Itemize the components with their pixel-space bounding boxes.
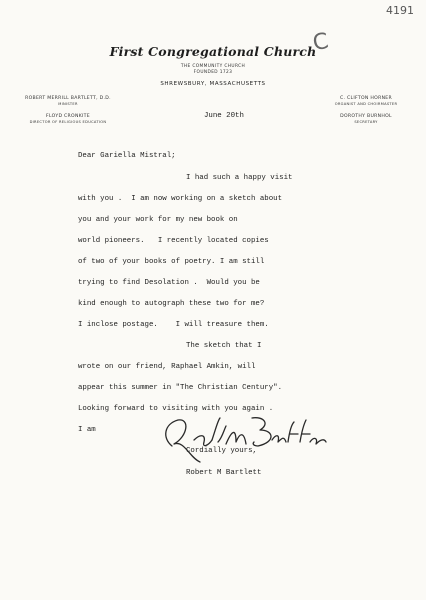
staff-role: SECRETARY xyxy=(354,120,378,124)
staff-name: FLOYD CRONKITE xyxy=(46,114,90,119)
closing: Cordially yours, xyxy=(186,447,257,455)
letter-line: trying to find Desolation . Would you be xyxy=(78,279,260,287)
letter-line: I had such a happy visit xyxy=(186,174,293,182)
staff-name: C. CLIFTON HORNER xyxy=(339,96,393,101)
letter-line: kind enough to autograph these two for me? xyxy=(78,300,265,308)
founded-line: FOUNDED 1723 xyxy=(193,70,233,75)
church-name: First Congregational Church xyxy=(109,44,317,59)
letter-line: you and your work for my new book on xyxy=(78,216,238,224)
letter-date: June 20th xyxy=(204,112,244,120)
pencil-mark: C xyxy=(310,28,331,57)
church-town: SHREWSBURY, MASSACHUSETTS xyxy=(160,81,266,87)
letter-line: world pioneers. I recently located copies xyxy=(78,237,269,245)
letter-line: of two of your books of poetry. I am still xyxy=(78,258,265,266)
staff-role: MINISTER xyxy=(58,102,78,106)
letter-line: The sketch that I xyxy=(186,342,262,350)
letter-line: I am xyxy=(78,426,96,434)
staff-role: DIRECTOR OF RELIGIOUS EDUCATION xyxy=(29,120,107,124)
letter-line: Looking forward to visiting with you again . xyxy=(78,405,274,413)
church-subtitle: THE COMMUNITY CHURCH xyxy=(180,64,246,69)
typed-signature: Robert M Bartlett xyxy=(186,469,262,477)
letter-line: with you . I am now working on a sketch about xyxy=(78,195,283,203)
letter-line: appear this summer in "The Christian Century". xyxy=(78,384,283,392)
right-staff-list xyxy=(320,96,412,124)
salutation: Dear Gariella Mistral; xyxy=(78,152,176,160)
letter-line: wrote on our friend, Raphael Amkin, will xyxy=(78,363,256,371)
staff-name: DOROTHY BURNHOL xyxy=(340,114,392,119)
left-staff-list xyxy=(22,96,114,124)
handwritten-signature xyxy=(160,388,330,470)
archive-number: 4191 xyxy=(386,4,414,17)
staff-role: ORGANIST AND CHOIRMASTER xyxy=(334,102,398,106)
staff-name: ROBERT MERRILL BARTLETT, D.D. xyxy=(25,96,111,101)
letter-line: I inclose postage. I will treasure them. xyxy=(78,321,269,329)
